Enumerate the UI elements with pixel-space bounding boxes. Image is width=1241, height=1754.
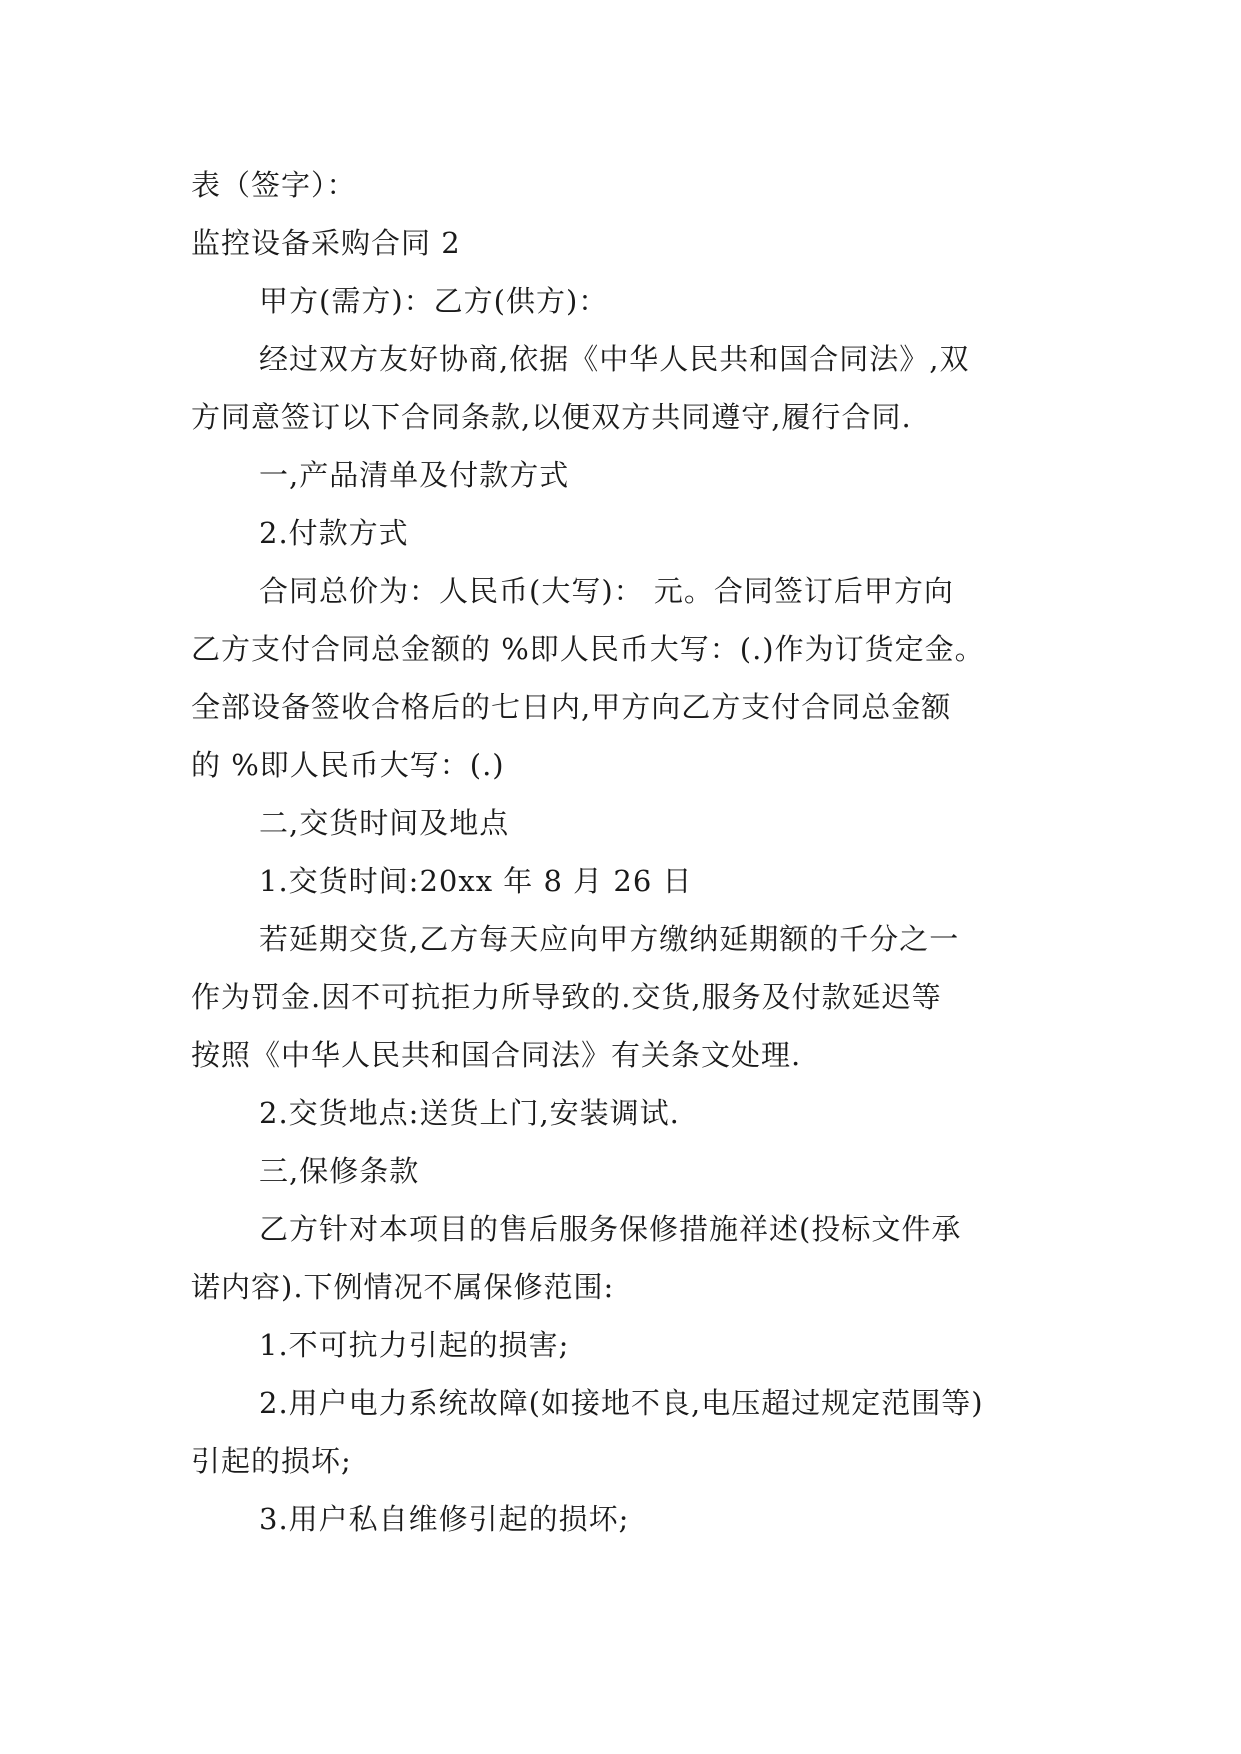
contract-title: 监控设备采购合同 2 bbox=[191, 226, 461, 260]
delay-paragraph-line-2: 作为罚金.因不可抗拒力所导致的.交货,服务及付款延迟等 bbox=[191, 980, 942, 1014]
section-heading-3: 三,保修条款 bbox=[259, 1154, 420, 1188]
intro-paragraph-line-1: 经过双方友好协商,依据《中华人民共和国合同法》,双 bbox=[259, 342, 970, 376]
exclusion-item-2-line-2: 引起的损坏; bbox=[191, 1444, 352, 1478]
exclusion-item-2-line-1: 2.用户电力系统故障(如接地不良,电压超过规定范围等) bbox=[259, 1386, 984, 1420]
delivery-time-line: 1.交货时间:20xx 年 8 月 26 日 bbox=[259, 864, 693, 898]
intro-paragraph-line-2: 方同意签订以下合同条款,以便双方共同遵守,履行合同. bbox=[191, 400, 912, 434]
payment-paragraph-line-2: 乙方支付合同总金额的 %即人民币大写：(.)作为订货定金。 bbox=[191, 632, 985, 666]
payment-paragraph-line-4: 的 %即人民币大写：(.) bbox=[191, 748, 505, 782]
section-heading-1: 一,产品清单及付款方式 bbox=[259, 458, 570, 492]
exclusion-item-1: 1.不可抗力引起的损害; bbox=[259, 1328, 570, 1362]
warranty-paragraph-line-1: 乙方针对本项目的售后服务保修措施祥述(投标文件承 bbox=[259, 1212, 962, 1246]
delay-paragraph-line-3: 按照《中华人民共和国合同法》有关条文处理. bbox=[191, 1038, 802, 1072]
parties-line: 甲方(需方)：乙方(供方)： bbox=[259, 284, 609, 318]
exclusion-item-3: 3.用户私自维修引起的损坏; bbox=[259, 1502, 630, 1536]
payment-paragraph-line-3: 全部设备签收合格后的七日内,甲方向乙方支付合同总金额 bbox=[191, 690, 952, 724]
warranty-paragraph-line-2: 诺内容).下例情况不属保修范围: bbox=[191, 1270, 615, 1304]
section-heading-2: 二,交货时间及地点 bbox=[259, 806, 510, 840]
payment-paragraph-line-1: 合同总价为：人民币(大写)： 元。合同签订后甲方向 bbox=[259, 574, 954, 608]
delivery-place-line: 2.交货地点:送货上门,安装调试. bbox=[259, 1096, 680, 1130]
document-body bbox=[191, 156, 1071, 1548]
text-line-signature: 表（签字）： bbox=[191, 168, 357, 202]
delay-paragraph-line-1: 若延期交货,乙方每天应向甲方缴纳延期额的千分之一 bbox=[259, 922, 960, 956]
subheading-payment: 2.付款方式 bbox=[259, 516, 409, 550]
